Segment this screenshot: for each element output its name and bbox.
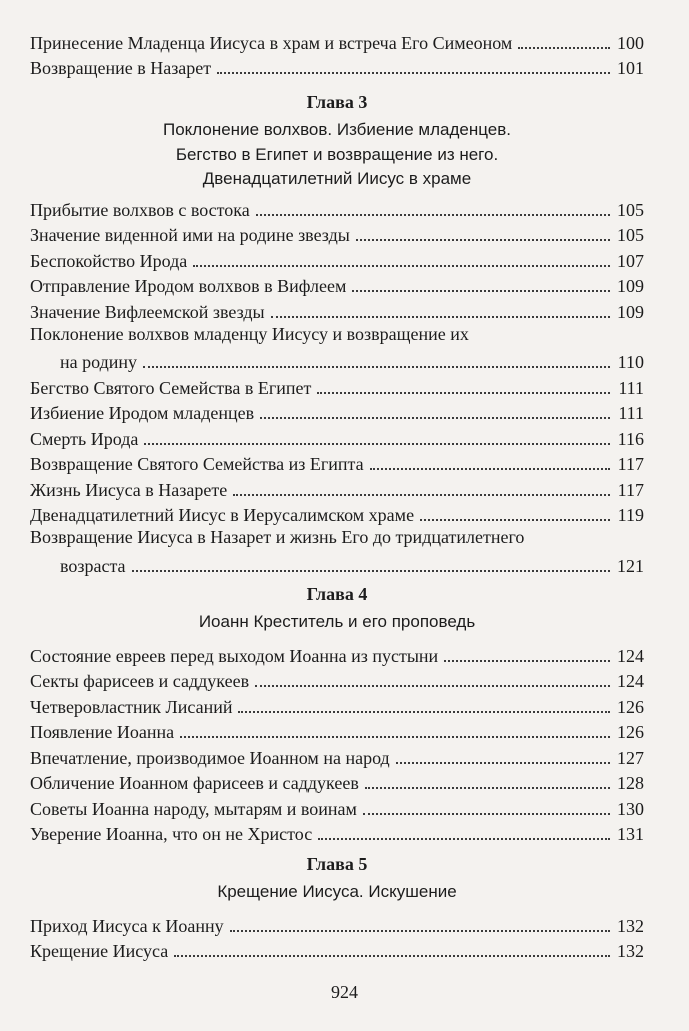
toc-entry-page: 126 (617, 696, 644, 717)
chapter5-entries (30, 911, 644, 962)
toc-entry-page: 100 (617, 32, 644, 53)
toc-entry (30, 641, 644, 667)
toc-entry-title: Прибытие волхвов с востока (30, 199, 250, 220)
chapter-heading: Глава 5 (306, 854, 368, 874)
toc-entry-page: 130 (617, 798, 644, 819)
toc-entry (30, 501, 644, 527)
toc-entry-title-line1: Поклонение волхвов младенцу Иисусу и возвращение их (30, 323, 469, 344)
toc-entry-page: 110 (617, 352, 644, 372)
dot-leader (256, 204, 610, 216)
toc-entry-title: Смерть Ирода (30, 428, 139, 449)
dot-leader (143, 356, 610, 368)
toc-entry-title-line1: Возвращение Иисуса в Назарет и жизнь Его до тридцатилетнего (30, 527, 525, 547)
toc-entry (30, 475, 644, 501)
dot-leader (174, 945, 610, 957)
toc-entry-title: Обличение Иоанном фарисеев и саддукеев (30, 773, 359, 793)
toc-entry-title: Приход Иисуса к Иоанну (30, 915, 224, 936)
toc-entry-title: Беспокойство Ирода (30, 250, 188, 271)
toc-entry-title: Принесение Младенца Иисуса в храм и встреча Его Симеоном (30, 32, 513, 53)
chapter-subtitle: Двенадцатилетний Иисус в храме (202, 169, 472, 188)
toc-entry-page: 124 (617, 645, 644, 666)
chapter-subtitle: Иоанн Креститель и его проповедь (198, 612, 476, 631)
dot-leader (518, 37, 610, 49)
toc-entry (30, 911, 644, 937)
chapter-heading: Глава 4 (306, 584, 368, 604)
toc-entry-page: 132 (617, 915, 644, 936)
toc-entry-page: 131 (617, 824, 644, 844)
toc-entry (30, 937, 644, 963)
dot-leader (363, 803, 610, 815)
dot-leader (370, 458, 610, 470)
toc-entry-page: 105 (617, 225, 644, 245)
toc-entry-page: 119 (617, 505, 644, 525)
toc-entry-page: 116 (617, 428, 644, 449)
toc-entry-title: Двенадцатилетний Иисус в Иерусалимском храме (30, 505, 415, 525)
toc-entry (30, 769, 644, 795)
toc-entry-page: 111 (618, 377, 644, 398)
toc-entry (30, 794, 644, 820)
toc-entry-page: 105 (617, 199, 644, 220)
toc-entry (30, 297, 644, 323)
toc-entry (30, 54, 644, 80)
toc-entry-title: Появление Иоанна (30, 722, 175, 742)
toc-entry-title: Секты фарисеев и саддукеев (30, 671, 250, 691)
chapter-subtitle: Бегство в Египет и возвращение из него. (175, 144, 499, 164)
toc-entry (30, 820, 644, 846)
toc-entry-title: Жизнь Иисуса в Назарете (30, 479, 228, 500)
chapter4-heading-block (30, 582, 644, 635)
dot-leader (420, 509, 610, 521)
toc-entry-title: Отправление Иродом волхвов в Вифлеем (30, 276, 347, 296)
toc-entry-page: 117 (617, 479, 644, 500)
toc-entry-page: 109 (617, 301, 644, 322)
dot-leader (193, 255, 610, 267)
toc-entry-page: 111 (618, 403, 644, 423)
toc-entry (30, 373, 644, 399)
toc-entry-page: 126 (617, 722, 644, 742)
toc-entry-title: Возвращение в Назарет (30, 58, 212, 78)
chapter3-entries (30, 195, 644, 577)
toc-entry-title: Крещение Иисуса (30, 941, 169, 961)
toc-entry-page: 121 (617, 555, 644, 576)
chapter5-heading-block (30, 852, 644, 905)
chapter-subtitle: Крещение Иисуса. Искушение (217, 882, 457, 901)
toc-entry-title-line2: на родину (60, 352, 138, 372)
toc-entry (30, 667, 644, 693)
toc-entry (30, 28, 644, 54)
toc-entry (30, 399, 644, 425)
dot-leader (317, 382, 610, 394)
toc-entry (30, 195, 644, 221)
toc-entry-page: 132 (617, 941, 644, 961)
toc-entry (30, 692, 644, 718)
chapter-subtitle: Поклонение волхвов. Избиение младенцев. (162, 120, 512, 139)
toc-entry (30, 221, 644, 247)
toc-entry-title-line2: возраста (60, 555, 126, 576)
toc-entry (30, 424, 644, 450)
toc-entry-page: 124 (617, 671, 644, 691)
dot-leader (217, 62, 610, 74)
dot-leader (233, 484, 610, 496)
dot-leader (444, 650, 610, 662)
toc-top-entries (30, 28, 644, 79)
toc-entry (30, 718, 644, 744)
toc-entry (30, 526, 644, 577)
toc-entry-page: 101 (617, 58, 644, 78)
toc-entry (30, 272, 644, 298)
toc-entry (30, 450, 644, 476)
dot-leader (180, 726, 610, 738)
chapter-heading: Глава 3 (306, 92, 368, 112)
toc-entry-title: Уверение Иоанна, что он не Христос (30, 824, 313, 844)
dot-leader (318, 828, 610, 840)
toc-entry-page: 109 (617, 276, 644, 296)
dot-leader (238, 701, 610, 713)
dot-leader (230, 920, 610, 932)
dot-leader (352, 280, 610, 292)
toc-entry-title: Советы Иоанна народу, мытарям и воинам (30, 798, 357, 819)
toc-entry-page: 107 (617, 250, 644, 271)
page-number: 924 (331, 982, 358, 1002)
dot-leader (260, 407, 610, 419)
toc-entry-page: 117 (617, 454, 644, 474)
dot-leader (144, 433, 610, 445)
toc-entry-title: Четверовластник Лисаний (30, 696, 233, 717)
chapter4-entries (30, 641, 644, 845)
chapter3-heading-block (30, 90, 644, 192)
toc-entry-title: Впечатление, производимое Иоанном на народ (30, 747, 390, 768)
dot-leader (132, 560, 610, 572)
toc-entry-title: Значение виденной ими на родине звезды (30, 225, 350, 245)
toc-entry (30, 246, 644, 272)
dot-leader (356, 229, 610, 241)
dot-leader (271, 306, 610, 318)
toc-entry-title: Состояние евреев перед выходом Иоанна из пустыни (30, 645, 439, 666)
toc-entry-title: Бегство Святого Семейства в Египет (30, 377, 312, 398)
toc-entry-page: 127 (617, 747, 644, 768)
toc-entry-title: Избиение Иродом младенцев (30, 403, 255, 423)
toc-entry-title: Возвращение Святого Семейства из Египта (30, 454, 364, 474)
toc-entry (30, 743, 644, 769)
dot-leader (255, 675, 610, 687)
dot-leader (365, 777, 610, 789)
dot-leader (396, 752, 610, 764)
toc-entry-page: 128 (617, 773, 644, 793)
toc-entry-title: Значение Вифлеемской звезды (30, 301, 265, 322)
toc-entry (30, 323, 644, 374)
